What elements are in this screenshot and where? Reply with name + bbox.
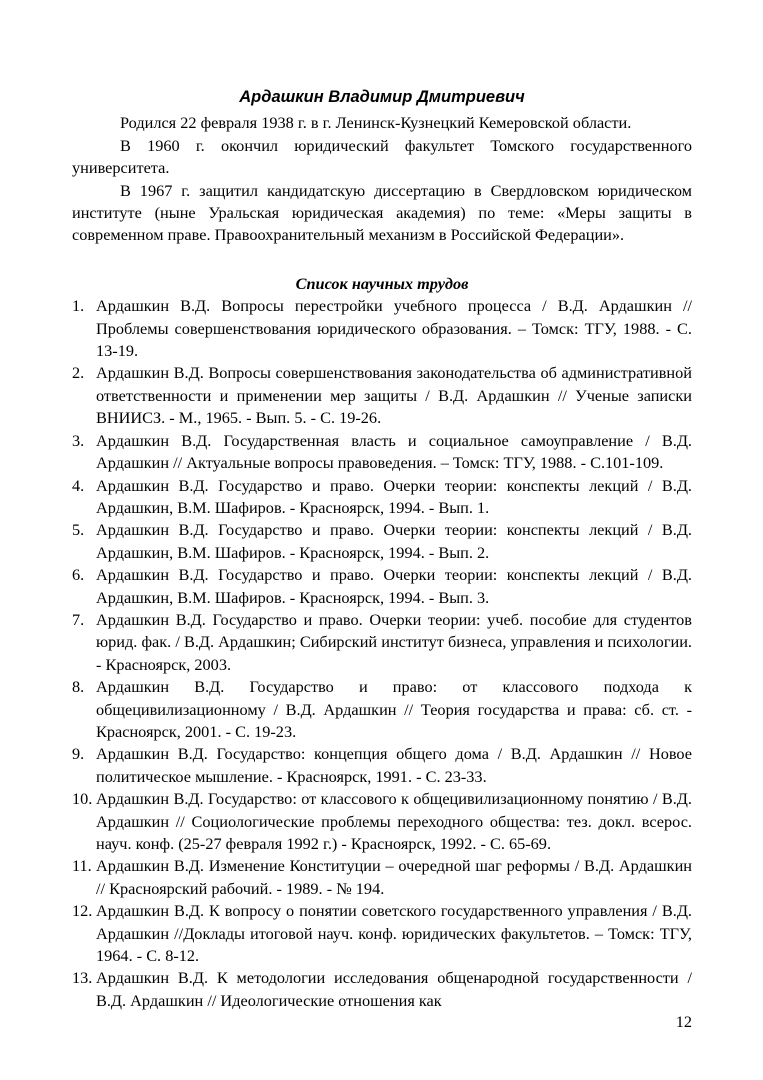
item-number: 6. [72,565,85,585]
list-item [72,430,692,475]
item-number: 10. [72,789,93,809]
works-list [72,295,692,1012]
list-item [72,564,692,609]
list-item [72,519,692,564]
document-page [72,86,692,1012]
item-text: Ардашкин В.Д. Вопросы совершенствования законодательства об административной ответственности и применении мер защиты / В.Д. Ардашкин // Ученые записки ВНИИСЗ. - М., 1965. - Вып. 5. - С. 19-26. [96,363,692,428]
list-item [72,475,692,520]
item-text: Ардашкин В.Д. Государство и право. Очерки теории: конспекты лекций / В.Д. Ардашкин, В.М. Шафиров. - Красноярск, 1994. - Вып. 1. [96,475,692,517]
list-item [72,362,692,429]
works-heading: Список научных трудов [295,273,469,293]
bio-paragraph: В 1967 г. защитил кандидатскую диссертацию в Свердловском юридическом институте (ныне Уральская юридическая академия) по теме: «Меры защиты в современном праве. Правоохранительный механизм в Российской Федерации». [72,180,692,245]
item-number: 11. [72,856,92,876]
list-item [72,788,692,855]
list-item [72,743,692,788]
item-number: 3. [72,430,85,450]
bio-paragraph: Родился 22 февраля 1938 г. в г. Ленинск-Кузнецкий Кемеровской области. [120,113,632,133]
list-item [72,609,692,676]
item-text: Ардашкин В.Д. Государственная власть и социальное самоуправление / В.Д. Ардашкин // Актуальные вопросы правоведения. – Томск: ТГУ, 1988. - С.101-109. [96,430,692,473]
item-number: 4. [72,475,85,495]
item-text: Ардашкин В.Д. Государство: от классового к общецивилизационному понятию / В.Д. Ардашкин // Социологические проблемы переходного общества: тез. докл. всерос. науч. конф. (25-27 февраля 1992 г.) - Красноярск, 1992. - С. 65-69. [96,789,692,853]
item-text: Ардашкин В.Д. Государство: концепция общего дома / В.Д. Ардашкин // Новое политическое мышление. - Красноярск, 1991. - С. 23-33. [96,744,692,786]
item-text: Ардашкин В.Д. Государство и право. Очерки теории: конспекты лекций / В.Д. Ардашкин, В.М. Шафиров. - Красноярск, 1994. - Вып. 2. [96,520,692,562]
item-text: Ардашкин В.Д. Вопросы перестройки учебного процесса / В.Д. Ардашкин // Проблемы совершенствования юридического образования. – Томск: ТГУ, 1988. - С. 13-19. [96,296,692,361]
item-number: 9. [72,744,85,764]
item-number: 8. [72,677,85,697]
item-text: Ардашкин В.Д. Изменение Конституции – очередной шаг реформы / В.Д. Ардашкин // Красноярский рабочий. - 1989. - № 194. [96,856,692,898]
item-text: Ардашкин В.Д. Государство и право: от классового подхода к общецивилизационному / В.Д. Ардашкин // Теория государства и права: сб. ст. - Красноярск, 2001. - С. 19-23. [96,677,692,741]
list-item [72,295,692,362]
page-number: 12 [675,1012,692,1031]
item-number: 1. [72,296,85,316]
item-number: 2. [72,363,85,383]
item-number: 12. [72,901,93,921]
bio-paragraph: В 1960 г. окончил юридический факультет Томского государственного университета. [72,135,692,178]
biography [72,112,692,246]
item-number: 7. [72,609,85,629]
item-text: Ардашкин В.Д. К вопросу о понятии советского государственного управления / В.Д. Ардашкин //Доклады итоговой науч. конф. юридических факультетов. – Томск: ТГУ, 1964. - С. 8-12. [96,901,692,966]
item-text: Ардашкин В.Д. Государство и право. Очерки теории: конспекты лекций / В.Д. Ардашкин, В.М. Шафиров. - Красноярск, 1994. - Вып. 3. [96,565,692,607]
list-item [72,967,692,1012]
list-item [72,855,692,900]
page-title: Ардашкин Владимир Дмитриевич [239,88,525,106]
list-item [72,676,692,743]
list-item [72,900,692,967]
item-text: Ардашкин В.Д. К методологии исследования общенародной государственности / В.Д. Ардашкин // Идеологические отношения как [96,968,692,1010]
item-number: 5. [72,520,85,540]
item-text: Ардашкин В.Д. Государство и право. Очерки теории: учеб. пособие для студентов юрид. фак. / В.Д. Ардашкин; Сибирский институт бизнеса, управления и психологии. - Красноярск, 2003. [96,609,692,674]
item-number: 13. [72,968,93,988]
